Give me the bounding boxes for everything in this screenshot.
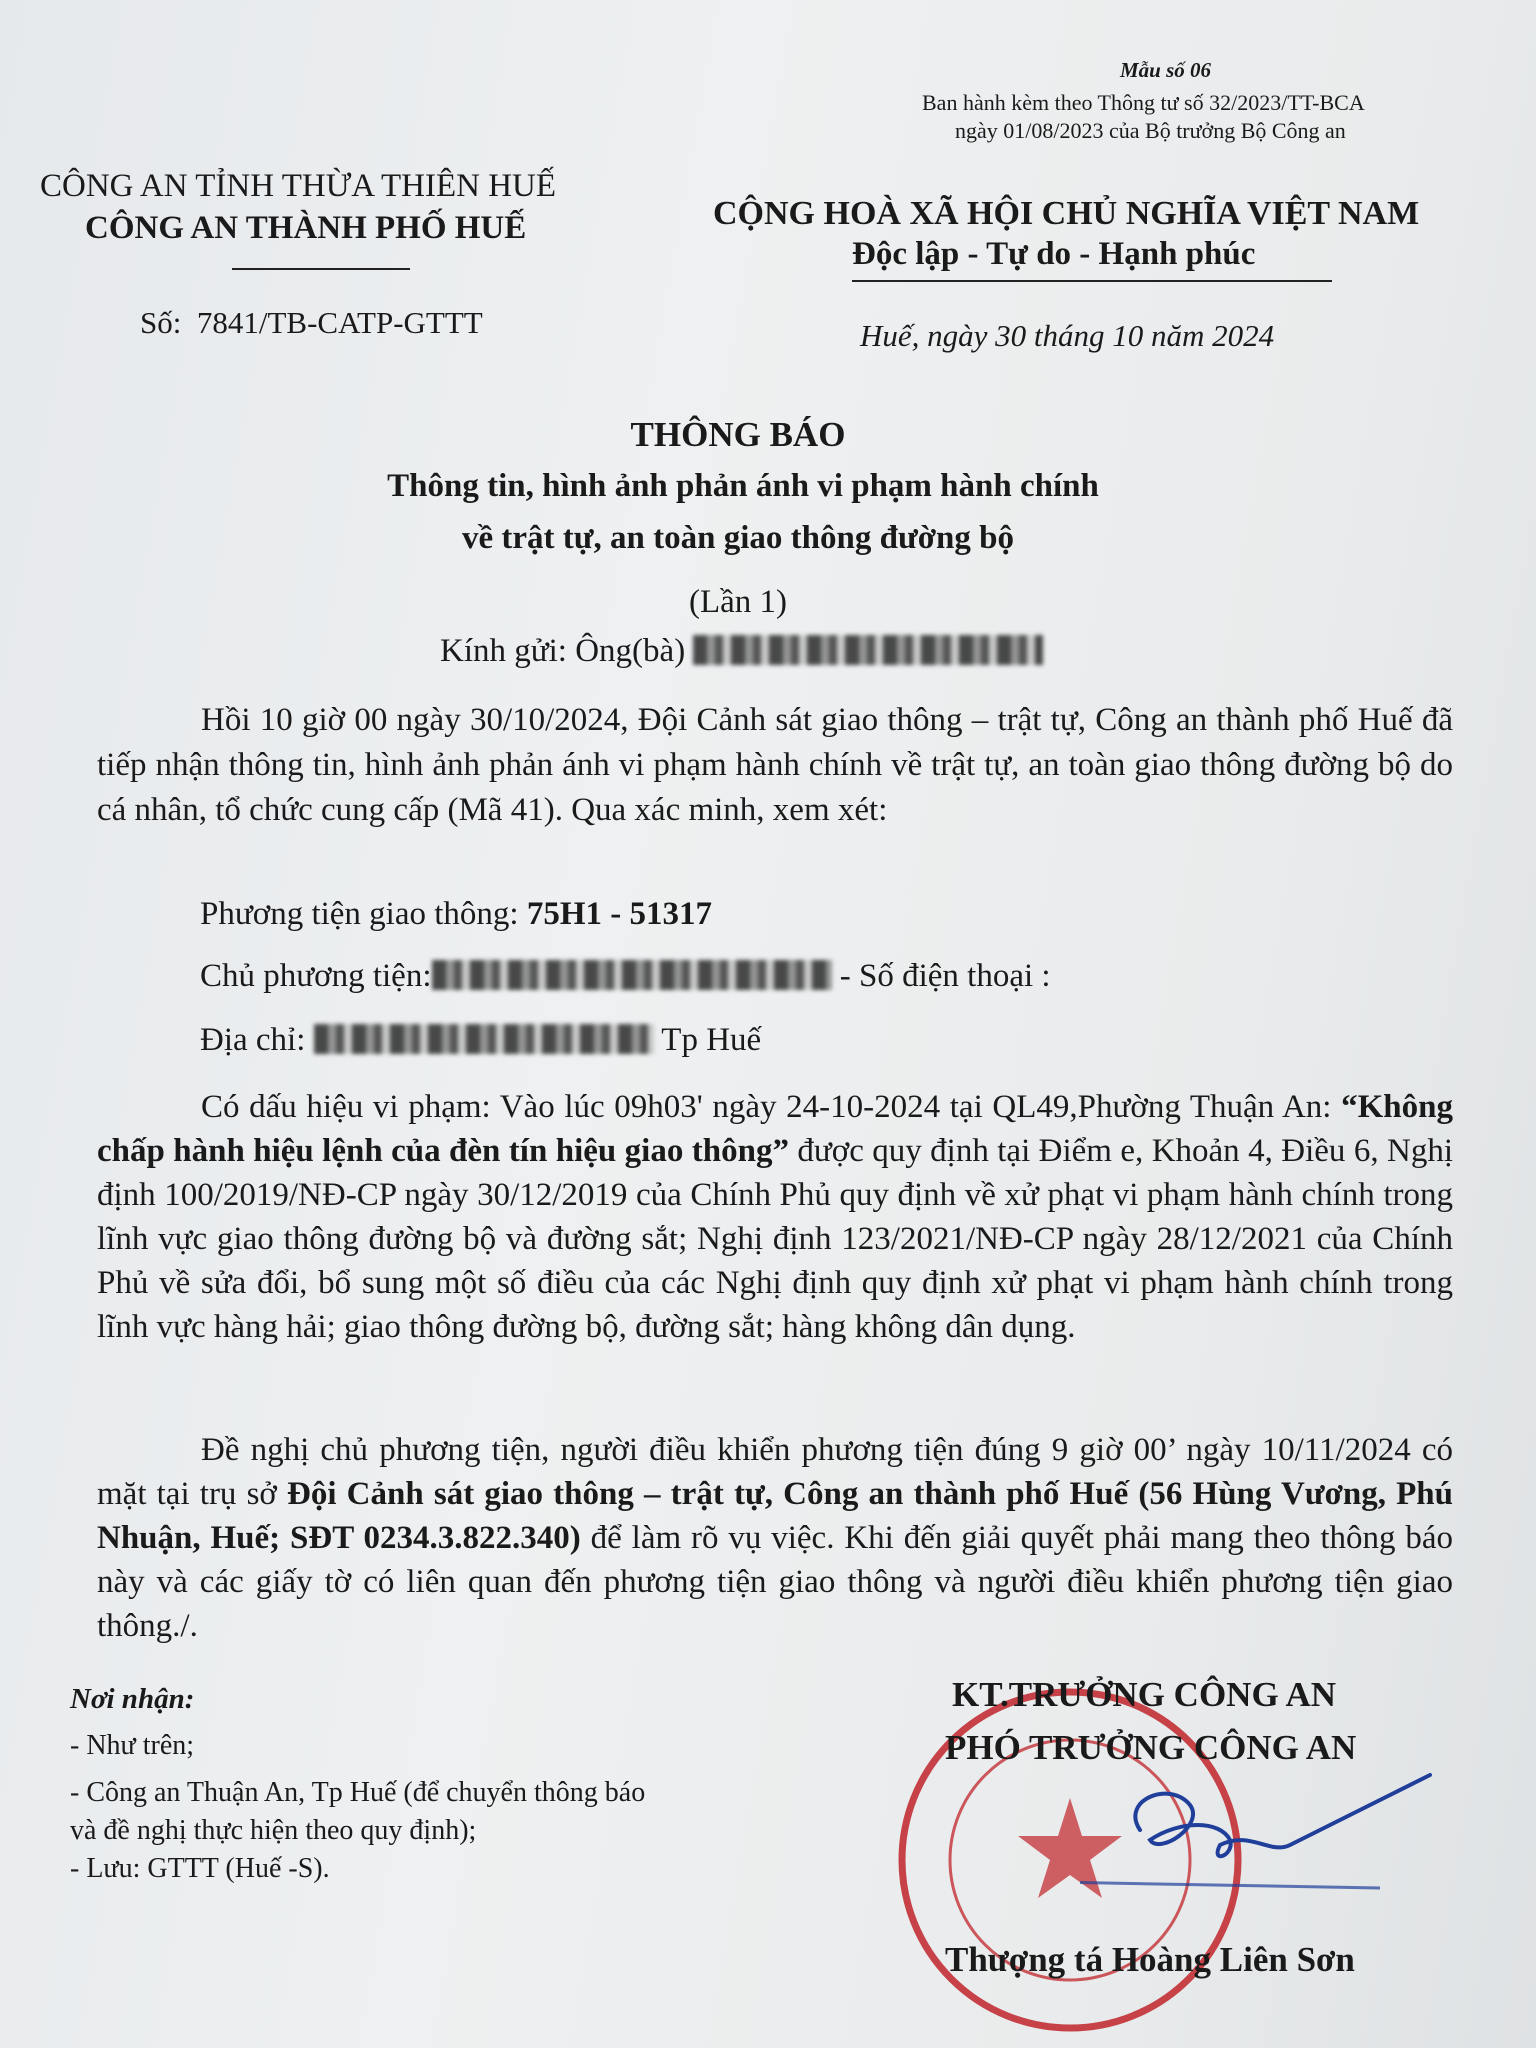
place-date: Huế, ngày 30 tháng 10 năm 2024: [860, 318, 1275, 353]
form-issued-date: ngày 01/08/2023 của Bộ trưởng Bộ Công an: [955, 118, 1346, 143]
document-title: THÔNG BÁO: [630, 415, 846, 454]
agency-underline: [232, 268, 410, 270]
address-label: Địa chỉ:: [200, 1022, 306, 1058]
recipient-item: - Như trên;: [70, 1730, 195, 1761]
redacted-address: [314, 1024, 654, 1054]
recipient-line: [440, 633, 1043, 670]
violation-legal-basis: được quy định tại Điểm e, Khoản 4, Điều 6, Nghị định 100/2019/NĐ-CP ngày 30/12/2019 của Chính Phủ quy định về xử phạt vi phạm hành chính trong lĩnh vực giao thông đường bộ và đường sắt; Nghị định 123/2021/NĐ-CP ngày 28/12/2021 của Chính Phủ về sửa đổi, bổ sung một số điều của các Nghị định quy định xử phạt vi phạm hành chính trong lĩnh vực hàng hải; giao thông đường bộ, đường sắt; hàng không dân dụng.: [97, 1133, 1453, 1345]
document-number-label: Số:: [140, 305, 182, 340]
signer-name: Thượng tá Hoàng Liên Sơn: [945, 1940, 1355, 1979]
motto: Độc lập - Tự do - Hạnh phúc: [852, 236, 1256, 272]
recipient-item: - Công an Thuận An, Tp Huế (để chuyển thông báo: [70, 1777, 646, 1808]
recipient-item: - Lưu: GTTT (Huế -S).: [70, 1853, 330, 1884]
request-instructions: để làm rõ vụ việc. Khi đến giải quyết phải mang theo thông báo này và các giấy tờ có liên quan đến phương tiện giao thông và người điều khiển phương tiện giao thông./.: [97, 1520, 1454, 1644]
agency-name: CÔNG AN THÀNH PHỐ HUẾ: [85, 210, 527, 246]
form-number: Mẫu số 06: [1120, 58, 1212, 82]
vehicle-line: [200, 896, 712, 933]
vehicle-plate: 75H1 - 51317: [526, 896, 712, 932]
violation-intro: Có dấu hiệu vi phạm: Vào lúc 09h03' ngày 24-10-2024 tại QL49,Phường Thuận An:: [201, 1089, 1342, 1125]
recipients-label: Nơi nhận:: [70, 1683, 195, 1715]
handwritten-signature: [1080, 1760, 1440, 1900]
recipient-label: Kính gửi: Ông(bà): [440, 633, 686, 669]
owner-line: [200, 958, 1051, 995]
recipient-item: và đề nghị thực hiện theo quy định);: [70, 1815, 477, 1846]
owner-label: Chủ phương tiện:: [200, 958, 432, 994]
nation-heading: CỘNG HOÀ XÃ HỘI CHỦ NGHĨA VIỆT NAM: [713, 195, 1420, 232]
phone-label: - Số điện thoại :: [839, 958, 1051, 994]
violation-description: “Không chấp hành hiệu lệnh của đèn tín hiệu giao thông”: [97, 1089, 1453, 1169]
intro-paragraph: Hồi 10 giờ 00 ngày 30/10/2024, Đội Cảnh sát giao thông – trật tự, Công an thành phố Huế đã tiếp nhận thông tin, hình ảnh phản ánh vi phạm hành chính về trật tự, an toàn giao thông đường bộ do cá nhân, tổ chức cung cấp (Mã 41). Qua xác minh, xem xét:: [97, 702, 1453, 828]
vehicle-label: Phương tiện giao thông:: [200, 896, 519, 932]
request-intro: Đề nghị chủ phương tiện, người điều khiển phương tiện đúng 9 giờ 00’ ngày 10/11/2024 có mặt tại trụ sở: [97, 1432, 1453, 1512]
agency-parent: CÔNG AN TỈNH THỪA THIÊN HUẾ: [40, 168, 557, 204]
redacted-recipient-name: [693, 635, 1043, 665]
redacted-owner-name: [432, 960, 832, 990]
document-subtitle-2: về trật tự, an toàn giao thông đường bộ: [461, 520, 1014, 556]
document-number-value: 7841/TB-CATP-GTTT: [196, 305, 483, 340]
notice-round: (Lần 1): [688, 584, 788, 620]
document-number: [140, 305, 483, 341]
motto-underline: [852, 280, 1332, 282]
signature-title-2: PHÓ TRƯỞNG CÔNG AN: [945, 1728, 1357, 1767]
address-city: Tp Huế: [661, 1022, 762, 1058]
request-location: Đội Cảnh sát giao thông – trật tự, Công an thành phố Huế (56 Hùng Vương, Phú Nhuận, Huế; SĐT 0234.3.822.340): [97, 1476, 1453, 1556]
document-subtitle-1: Thông tin, hình ảnh phản ánh vi phạm hành chính: [387, 468, 1099, 504]
form-issued-with: Ban hành kèm theo Thông tư số 32/2023/TT-BCA: [922, 90, 1365, 115]
violation-paragraph: [97, 1085, 1453, 1349]
signature-title-1: KT.TRƯỞNG CÔNG AN: [952, 1675, 1337, 1714]
address-line: [200, 1022, 761, 1059]
request-paragraph: [97, 1428, 1453, 1648]
